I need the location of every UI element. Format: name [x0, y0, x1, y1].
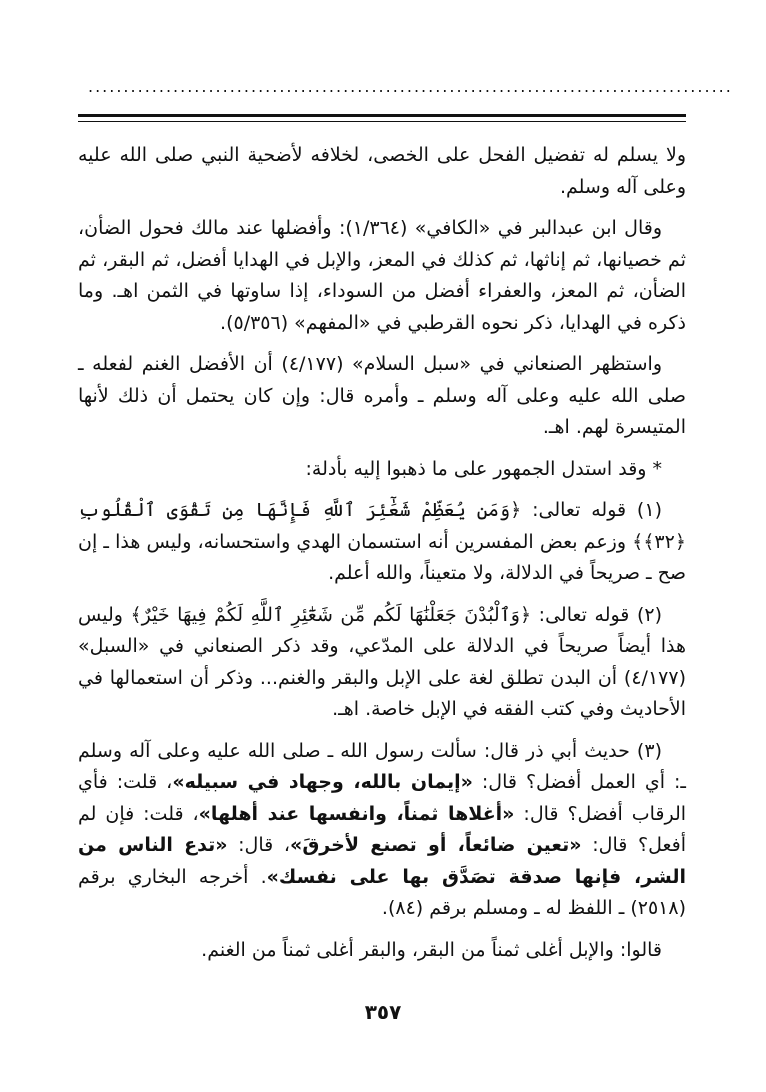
paragraph-evidence-intro: * وقد استدل الجمهور على ما ذهبوا إليه بأدلة: — [305, 457, 662, 480]
hadith-phrase-1: «إيمان بالله، وجهاد في سبيله» — [172, 771, 473, 793]
evidence-2-commentary: وليس هذا أيضاً صريحاً في الدلالة على المدّعي، وقد ذكر الصنعاني في «السبل» (٤/١٧٧) أن البدن تطلق لغة على الإبل والبقر والغنم... وذكر أن استعمالها في الأحاديث وفي كتب الفقه في الإبل خاصة. اهـ. — [78, 603, 686, 720]
header-rule-thick — [78, 114, 686, 117]
page-body — [78, 140, 686, 976]
evidence-3-part-5: . أخرجه البخاري برقم (٢٥١٨) ـ اللفظ له ـ ومسلم برقم (٨٤). — [78, 865, 686, 919]
page-number: ٣٥٧ — [364, 1000, 402, 1024]
paragraph-khasi: ولا يسلم له تفضيل الفحل على الخصى، لخلافه لأضحية النبي صلى الله عليه وعلى آله وسلم. — [78, 144, 686, 198]
header-rule-thin — [78, 121, 686, 122]
evidence-3-part-1: (٣) حديث أبي ذر قال: سألت رسول الله ـ صلى الله عليه وعلى آله وسلم ـ: أي العمل أفضل؟ قال: — [78, 739, 686, 793]
evidence-1-verse: ﴿وَمَن يُعَظِّمْ شَعَٰٓئِرَ ٱللَّهِ فَإِنَّهَا مِن تَقْوَى ٱلْقُلُوبِ ﴿٣٢﴾﴾ — [78, 499, 686, 553]
evidence-2 — [78, 600, 686, 726]
evidence-3-part-4: ، قال: — [238, 834, 291, 856]
paragraph-ibn-abdulbarr: وقال ابن عبدالبر في «الكافي» (١/٣٦٤): وأفضلها عند مالك فحول الضأن، ثم خصيانها، ثم إناثها، ثم كذلك في المعز، والإبل في الهدايا أفضل، ثم البقر، ثم الضأن، ثم المعز، والعفراء أفضل من السوداء، إذا ساوتها في الثمن اهـ. وما ذكره في الهدايا، ذكر نحوه القرطبي في «المفهم» (٥/٣٥٦). — [78, 217, 686, 334]
hadith-phrase-3: «تعين ضائعاً، أو تصنع لأخرقَ» — [290, 834, 582, 856]
paragraph-closing: قالوا: والإبل أغلى ثمناً من البقر، والبقر أغلى ثمناً من الغنم. — [201, 938, 662, 961]
hadith-phrase-4: «تدع الناس من الشر، فإنها صدقة تصَدَّق بها على نفسك» — [78, 834, 686, 888]
evidence-1-lead: (١) قوله تعالى: — [532, 499, 662, 521]
evidence-2-lead: (٢) قوله تعالى: — [538, 603, 663, 626]
evidence-1 — [78, 495, 686, 590]
evidence-3-part-3: ، قلت: فإن لم أفعل؟ قال: — [78, 802, 686, 856]
evidence-2-verse: ﴿وَٱلْبُدْنَ جَعَلْنَٰهَا لَكُم مِّن شَعَٰٓئِرِ ٱللَّهِ لَكُمْ فِيهَا خَيْرٌ﴾ — [130, 603, 532, 626]
hadith-phrase-2: «أغلاها ثمناً، وانفسها عند أهلها» — [198, 802, 515, 825]
evidence-1-commentary: وزعم بعض المفسرين أنه استسمان الهدي واستحسانه، وليس هذا ـ إن صح ـ صريحاً في الدلالة، ولا متعيناً، والله أعلم. — [78, 530, 686, 584]
evidence-3 — [78, 736, 686, 925]
header-dotted-line: ........................................................................................... — [88, 77, 733, 96]
evidence-3-part-2: ، قلت: فأي الرقاب أفضل؟ قال: — [78, 771, 687, 825]
paragraph-sanani: واستظهر الصنعاني في «سبل السلام» (٤/١٧٧) أن الأفضل الغنم لفعله ـ صلى الله عليه وعلى آله وسلم ـ وأمره قال: وإن كان يحتمل أن ذلك لأنها المتيسرة لهم. اهـ. — [78, 353, 686, 438]
